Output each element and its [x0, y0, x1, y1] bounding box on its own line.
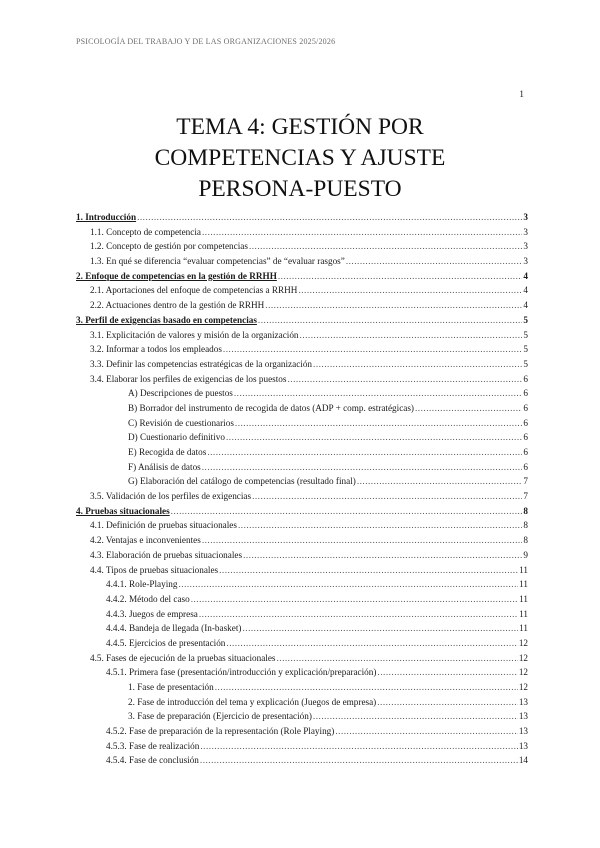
toc-entry-title: 3. Perfil de exigencias basado en competencias	[76, 314, 257, 325]
toc-dot-leader	[234, 386, 523, 401]
toc-dot-leader	[265, 298, 522, 313]
toc-entry[interactable]	[76, 210, 528, 225]
toc-dot-leader	[415, 401, 522, 416]
toc-entry-title: F) Análisis de datos	[128, 461, 201, 472]
toc-entry[interactable]	[76, 372, 528, 387]
toc-entry[interactable]	[76, 592, 528, 607]
table-of-contents	[76, 210, 528, 768]
toc-entry-page: 5	[523, 344, 528, 355]
toc-entry-page: 11	[519, 593, 528, 604]
toc-entry-page: 6	[523, 432, 528, 443]
toc-entry-page: 12	[518, 637, 528, 648]
title-line-2: COMPETENCIAS Y AJUSTE	[154, 145, 446, 171]
toc-entry[interactable]	[76, 225, 528, 240]
toc-entry-page: 4	[523, 300, 528, 311]
toc-entry-page: 6	[523, 388, 528, 399]
toc-dot-leader	[238, 518, 522, 533]
toc-entry-title: 2. Enfoque de competencias en la gestión de RRHH	[76, 270, 277, 281]
toc-dot-leader	[202, 460, 523, 475]
toc-entry-page: 12	[518, 667, 528, 678]
toc-entry[interactable]	[76, 709, 528, 724]
toc-entry[interactable]	[76, 460, 528, 475]
toc-entry[interactable]	[76, 239, 528, 254]
toc-dot-leader	[258, 313, 522, 328]
toc-entry-page: 13	[518, 740, 528, 751]
toc-entry[interactable]	[76, 298, 528, 313]
toc-entry[interactable]	[76, 563, 528, 578]
toc-entry-title: 4.5.4. Fase de conclusión	[106, 755, 199, 766]
toc-entry-page: 13	[518, 696, 528, 707]
toc-entry-title: 4. Pruebas situacionales	[76, 505, 170, 516]
toc-dot-leader	[346, 254, 523, 269]
toc-entry-page: 3	[523, 212, 528, 222]
toc-entry-page: 7	[523, 476, 528, 487]
toc-entry-title: 3.2. Informar a todos los empleados	[90, 344, 222, 355]
toc-entry-page: 8	[523, 520, 528, 531]
running-header: PSICOLOGÍA DEL TRABAJO Y DE LAS ORGANIZACIONES 2025/2026	[76, 37, 336, 46]
toc-entry[interactable]	[76, 416, 528, 431]
toc-entry-page: 7	[523, 491, 528, 502]
toc-entry-title: 3. Fase de preparación (Ejercicio de presentación)	[128, 711, 312, 722]
toc-dot-leader	[200, 753, 518, 768]
toc-entry-page: 6	[523, 447, 528, 457]
toc-entry-page: 14	[518, 755, 528, 766]
toc-entry-page: 5	[523, 314, 528, 325]
toc-entry-page: 13	[518, 711, 528, 722]
toc-entry-page: 5	[523, 329, 528, 340]
toc-dot-leader	[219, 563, 518, 578]
toc-entry[interactable]	[76, 313, 528, 328]
toc-dot-leader	[200, 739, 517, 754]
toc-dot-leader	[300, 328, 523, 343]
toc-entry[interactable]	[76, 695, 528, 710]
toc-entry-title: A) Descripciones de puestos	[128, 388, 233, 399]
toc-entry[interactable]	[76, 651, 528, 666]
toc-entry-page: 3	[523, 241, 528, 252]
toc-entry-page: 4	[523, 285, 528, 296]
toc-entry-page: 11	[519, 623, 528, 634]
toc-dot-leader	[215, 680, 518, 695]
toc-entry-title: 4.5.3. Fase de realización	[106, 740, 200, 751]
toc-entry[interactable]	[76, 665, 528, 680]
toc-entry-page: 5	[523, 358, 528, 369]
toc-entry-title: 1. Introducción	[76, 212, 137, 222]
toc-dot-leader	[278, 269, 523, 284]
toc-entry[interactable]	[76, 533, 528, 548]
toc-dot-leader	[249, 239, 522, 254]
toc-dot-leader	[235, 416, 523, 431]
toc-entry-title: 4.4.5. Ejercicios de presentación	[106, 637, 226, 648]
toc-dot-leader	[276, 651, 517, 666]
toc-entry-title: 4.2. Ventajas e inconvenientes	[90, 535, 201, 546]
toc-entry-title: 3.3. Definir las competencias estratégicas de la organización	[90, 358, 313, 369]
page-number: 1	[519, 90, 524, 100]
toc-entry-page: 13	[518, 726, 528, 737]
toc-entry-page: 6	[523, 402, 528, 413]
toc-entry-page: 6	[523, 373, 528, 384]
toc-dot-leader	[313, 357, 522, 372]
toc-entry-title: 1.3. En qué se diferencia “evaluar competencias” de “evaluar rasgos”	[90, 256, 345, 267]
toc-entry[interactable]	[76, 489, 528, 504]
toc-dot-leader	[377, 665, 517, 680]
toc-entry[interactable]	[76, 430, 528, 445]
toc-entry-title: 1.1. Concepto de competencia	[90, 226, 201, 237]
toc-entry[interactable]	[76, 739, 528, 754]
toc-entry-title: 2.1. Aportaciones del enfoque de competencias a RRHH	[90, 285, 298, 296]
toc-entry-title: 4.4.3. Juegos de empresa	[106, 608, 198, 619]
toc-entry-title: D) Cuestionario definitivo	[128, 432, 225, 443]
toc-dot-leader	[178, 577, 518, 592]
toc-entry-page: 12	[518, 682, 528, 692]
toc-entry[interactable]	[76, 401, 528, 416]
toc-entry[interactable]	[76, 504, 528, 519]
toc-entry-title: 4.4.1. Role-Playing	[106, 579, 178, 590]
toc-entry-title: 4.5.2. Fase de preparación de la representación (Role Playing)	[106, 726, 335, 737]
toc-entry-title: 1.2. Concepto de gestión por competencias	[90, 241, 248, 252]
toc-entry[interactable]	[76, 636, 528, 651]
toc-dot-leader	[202, 533, 523, 548]
toc-entry-title: B) Borrador del instrumento de recogida de datos (ADP + comp. estratégicas)	[128, 402, 414, 413]
toc-dot-leader	[223, 342, 522, 357]
toc-entry[interactable]	[76, 724, 528, 739]
toc-dot-leader	[226, 636, 517, 651]
toc-entry-page: 8	[523, 505, 528, 516]
toc-entry-page: 11	[519, 579, 528, 590]
toc-entry[interactable]	[76, 621, 528, 636]
title-line-1: TEMA 4: GESTIÓN POR	[176, 114, 424, 140]
toc-entry[interactable]	[76, 680, 528, 695]
toc-entry-page: 11	[519, 564, 528, 575]
toc-dot-leader	[207, 445, 522, 460]
toc-dot-leader	[298, 283, 522, 298]
toc-dot-leader	[313, 709, 518, 724]
toc-entry[interactable]	[76, 445, 528, 460]
toc-entry-title: 2.2. Actuaciones dentro de la gestión de RRHH	[90, 300, 265, 311]
toc-entry-page: 3	[523, 256, 528, 267]
toc-entry[interactable]	[76, 518, 528, 533]
toc-entry-title: 4.5.1. Primera fase (presentación/introducción y explicación/preparación)	[106, 667, 377, 678]
toc-entry[interactable]	[76, 269, 528, 284]
toc-entry-page: 12	[518, 652, 528, 663]
toc-entry-title: 4.3. Elaboración de pruebas situacionales	[90, 549, 243, 560]
toc-entry-page: 9	[523, 549, 528, 560]
toc-dot-leader	[287, 372, 522, 387]
toc-dot-leader	[357, 474, 523, 489]
toc-entry-title: 4.4. Tipos de pruebas situacionales	[90, 564, 219, 575]
toc-entry[interactable]	[76, 357, 528, 372]
toc-entry-title: 2. Fase de introducción del tema y explicación (Juegos de empresa)	[128, 696, 377, 707]
toc-dot-leader	[252, 489, 522, 504]
toc-dot-leader	[171, 504, 523, 519]
title-line-3: PERSONA-PUESTO	[198, 176, 402, 202]
toc-entry[interactable]	[76, 328, 528, 343]
toc-entry-title: E) Recogida de datos	[128, 447, 207, 457]
toc-dot-leader	[377, 695, 518, 710]
toc-entry-title: 4.4.2. Método del caso	[106, 593, 190, 604]
toc-entry[interactable]	[76, 577, 528, 592]
toc-dot-leader	[137, 210, 522, 225]
toc-dot-leader	[242, 621, 518, 636]
toc-entry-page: 4	[523, 270, 528, 281]
toc-entry-title: C) Revisión de cuestionarios	[128, 417, 234, 428]
toc-entry-title: 4.4.4. Bandeja de llegada (In-basket)	[106, 623, 242, 634]
toc-dot-leader	[199, 607, 518, 622]
toc-entry[interactable]	[76, 753, 528, 768]
toc-entry-title: 3.5. Validación de los perfiles de exigencias	[90, 491, 252, 502]
toc-entry[interactable]	[76, 548, 528, 563]
toc-entry-title: 1. Fase de presentación	[128, 682, 214, 692]
toc-entry-title: 4.5. Fases de ejecución de la pruebas situacionales	[90, 652, 276, 663]
toc-entry[interactable]	[76, 607, 528, 622]
toc-dot-leader	[202, 225, 522, 240]
toc-entry-title: 4.1. Definición de pruebas situacionales	[90, 520, 237, 531]
toc-entry-page: 8	[523, 535, 528, 546]
toc-entry-page: 3	[523, 226, 528, 237]
toc-entry-page: 11	[519, 608, 528, 619]
toc-dot-leader	[191, 592, 518, 607]
toc-dot-leader	[335, 724, 517, 739]
toc-dot-leader	[226, 430, 522, 445]
document-title	[60, 112, 540, 205]
toc-entry-title: 3.1. Explicitación de valores y misión de la organización	[90, 329, 299, 340]
toc-entry-title: 3.4. Elaborar los perfiles de exigencias de los puestos	[90, 373, 287, 384]
toc-entry-page: 6	[523, 417, 528, 428]
toc-entry-page: 6	[523, 461, 528, 472]
toc-entry[interactable]	[76, 386, 528, 401]
toc-dot-leader	[243, 548, 522, 563]
toc-entry[interactable]	[76, 254, 528, 269]
toc-entry[interactable]	[76, 474, 528, 489]
toc-entry-title: G) Elaboración del catálogo de competencias (resultado final)	[128, 476, 356, 487]
toc-entry[interactable]	[76, 283, 528, 298]
toc-entry[interactable]	[76, 342, 528, 357]
